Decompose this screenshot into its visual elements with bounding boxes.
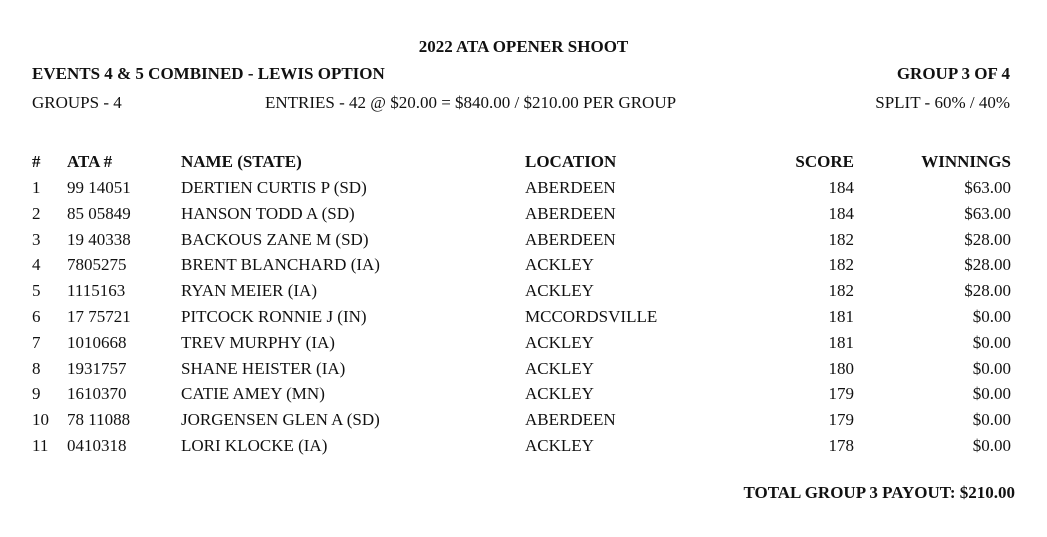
row-score: 182 [828, 281, 854, 301]
row-location: ACKLEY [525, 436, 594, 455]
row-score: 180 [828, 358, 854, 378]
row-num: 1 [32, 178, 41, 197]
row-num: 8 [32, 358, 41, 378]
column-header-score: SCORE [795, 152, 854, 171]
row-name: SHANE HEISTER (IA) [181, 358, 346, 378]
row-num: 10 [32, 410, 49, 430]
entries-summary: ENTRIES - 42 @ $20.00 = $840.00 / $210.00 PER GROUP [265, 93, 677, 112]
row-winnings: $63.00 [964, 203, 1011, 223]
row-name: LORI KLOCKE (IA) [181, 436, 328, 455]
group-label: GROUP 3 OF 4 [896, 64, 1010, 83]
row-score: 178 [828, 436, 854, 455]
row-num: 11 [32, 436, 49, 455]
row-num: 7 [32, 332, 41, 352]
page-title: 2022 ATA OPENER SHOOT [418, 37, 629, 56]
row-winnings: $0.00 [972, 436, 1011, 455]
row-name: BRENT BLANCHARD (IA) [181, 255, 380, 275]
row-ata-number: 0410318 [67, 436, 127, 455]
row-ata-number: 85 05849 [67, 203, 131, 223]
row-score: 182 [828, 255, 854, 275]
table-row [0, 359, 1047, 379]
table-row [0, 384, 1047, 404]
row-ata-number: 1010668 [67, 332, 127, 352]
row-name: PITCOCK RONNIE J (IN) [181, 307, 367, 326]
column-header-location: LOCATION [525, 152, 617, 171]
table-row [0, 410, 1047, 430]
row-winnings: $28.00 [964, 229, 1011, 249]
row-location: ACKLEY [525, 358, 594, 378]
column-header-ata: ATA # [67, 152, 113, 171]
total-payout: TOTAL GROUP 3 PAYOUT: $210.00 [743, 483, 1015, 502]
row-location: ACKLEY [525, 281, 594, 301]
row-location: ACKLEY [525, 255, 594, 275]
row-location: MCCORDSVILLE [525, 307, 658, 326]
row-num: 6 [32, 307, 41, 326]
table-row [0, 333, 1047, 353]
row-ata-number: 99 14051 [67, 178, 131, 197]
table-row [0, 436, 1047, 456]
column-header-num: # [32, 152, 41, 171]
row-name: CATIE AMEY (MN) [181, 384, 325, 404]
row-name: BACKOUS ZANE M (SD) [181, 229, 369, 249]
row-score: 181 [828, 332, 854, 352]
row-num: 9 [32, 384, 41, 404]
row-winnings: $0.00 [972, 410, 1011, 430]
row-num: 3 [32, 229, 41, 249]
row-location: ABERDEEN [525, 229, 616, 249]
row-ata-number: 1115163 [67, 281, 126, 301]
row-name: HANSON TODD A (SD) [181, 203, 355, 223]
table-header [0, 152, 1047, 172]
row-name: DERTIEN CURTIS P (SD) [181, 178, 367, 197]
row-score: 179 [828, 384, 854, 404]
row-score: 182 [828, 229, 854, 249]
table-row [0, 307, 1047, 327]
row-ata-number: 17 75721 [67, 307, 131, 326]
column-header-winnings: WINNINGS [921, 152, 1011, 171]
row-location: ACKLEY [525, 384, 594, 404]
column-header-name: NAME (STATE) [181, 152, 302, 171]
row-score: 184 [828, 203, 854, 223]
row-winnings: $28.00 [964, 281, 1011, 301]
row-location: ACKLEY [525, 332, 594, 352]
row-ata-number: 1610370 [67, 384, 127, 404]
row-ata-number: 19 40338 [67, 229, 131, 249]
row-winnings: $28.00 [964, 255, 1011, 275]
groups-count: GROUPS - 4 [32, 93, 122, 112]
row-num: 5 [32, 281, 41, 301]
row-score: 184 [828, 178, 854, 197]
row-num: 4 [32, 255, 41, 275]
table-row [0, 178, 1047, 198]
row-score: 179 [828, 410, 854, 430]
row-score: 181 [828, 307, 854, 326]
row-winnings: $0.00 [972, 384, 1011, 404]
row-num: 2 [32, 203, 41, 223]
row-ata-number: 7805275 [67, 255, 127, 275]
event-title: EVENTS 4 & 5 COMBINED - LEWIS OPTION [32, 64, 385, 83]
table-row [0, 230, 1047, 250]
row-ata-number: 1931757 [67, 358, 127, 378]
row-location: ABERDEEN [525, 410, 616, 430]
row-name: JORGENSEN GLEN A (SD) [181, 410, 380, 430]
row-winnings: $0.00 [972, 358, 1011, 378]
row-winnings: $0.00 [972, 307, 1011, 326]
row-location: ABERDEEN [525, 178, 616, 197]
table-row [0, 204, 1047, 224]
table-row [0, 281, 1047, 301]
row-winnings: $63.00 [964, 178, 1011, 197]
split-label: SPLIT - 60% / 40% [875, 93, 1010, 112]
row-location: ABERDEEN [525, 203, 616, 223]
row-name: TREV MURPHY (IA) [181, 332, 335, 352]
row-name: RYAN MEIER (IA) [181, 281, 317, 301]
table-row [0, 255, 1047, 275]
row-ata-number: 78 11088 [67, 410, 131, 430]
row-winnings: $0.00 [972, 332, 1011, 352]
